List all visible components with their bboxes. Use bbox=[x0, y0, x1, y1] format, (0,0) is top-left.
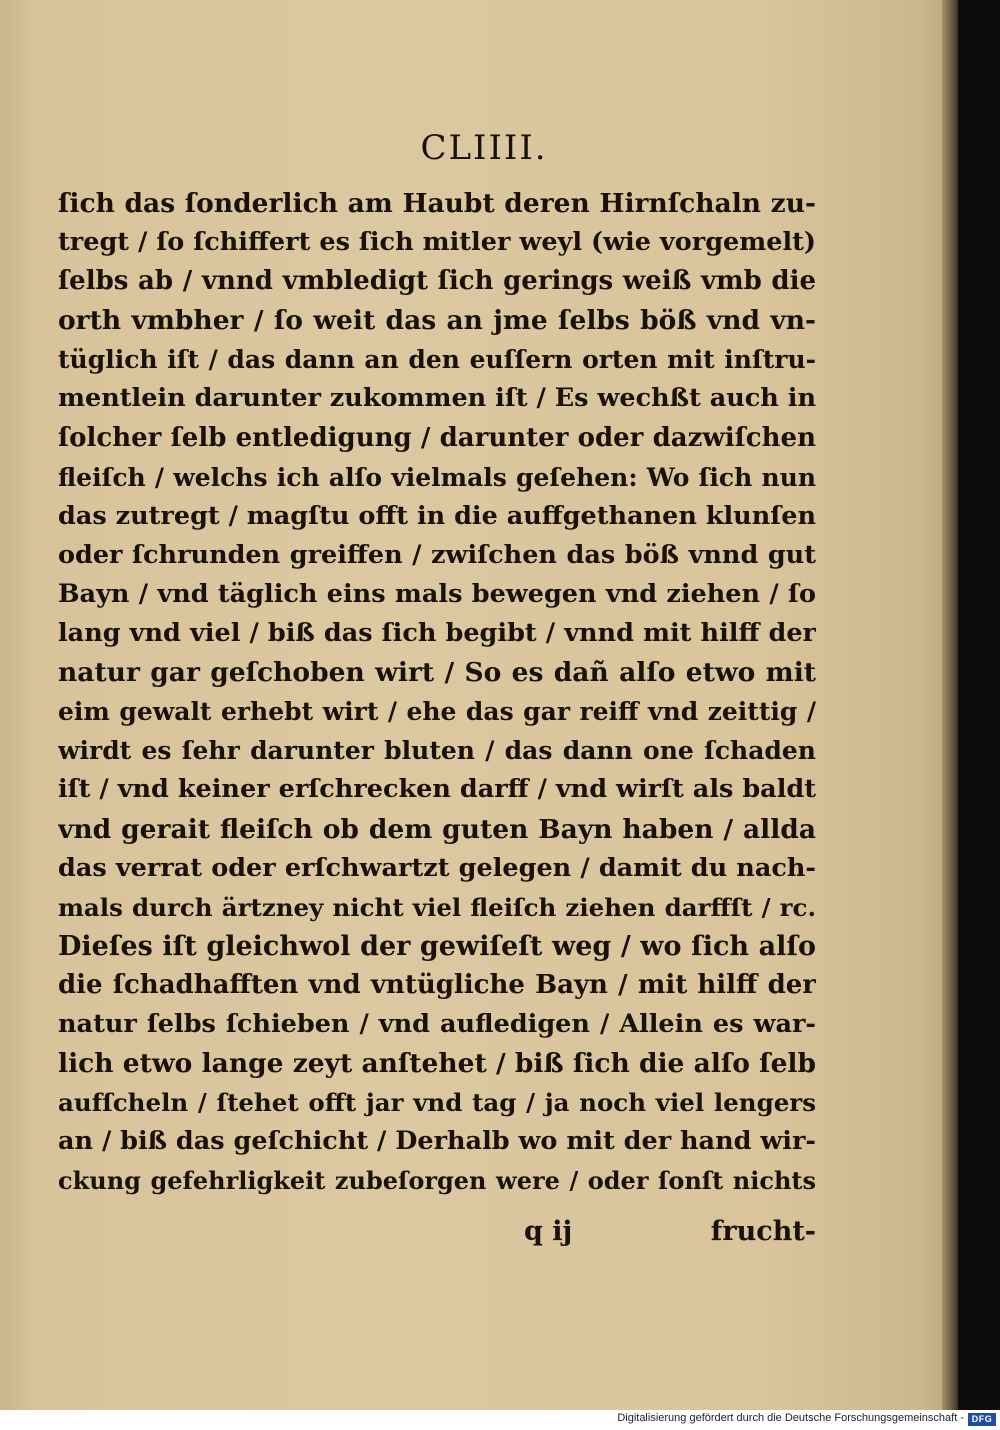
text-line: oder ſchrunden greiffen / zwiſchen das böß vnnd gut bbox=[58, 539, 816, 570]
body-text bbox=[58, 184, 816, 1200]
text-line: mals durch ärtzney nicht viel fleiſch ziehen darffſt / rc. bbox=[58, 892, 816, 922]
page-edge-shadow bbox=[942, 0, 958, 1410]
text-line: fleiſch / welchs ich alſo vielmals geſehen: Wo ſich nun bbox=[58, 462, 816, 492]
text-line: natur gar geſchoben wirt / So es dañ alſo etwo mit bbox=[58, 657, 816, 689]
text-line: tüglich iſt / das dann an den euſſern orten mit inſtru- bbox=[58, 345, 816, 375]
text-line: lang vnd viel / biß das ſich begibt / vnnd mit hilff der bbox=[58, 618, 816, 649]
text-line: ſolcher ſelb entledigung / darunter oder dazwiſchen bbox=[58, 422, 816, 453]
text-line: ſelbs ab / vnnd vmbledigt ſich gerings weiß vmb die bbox=[58, 266, 816, 297]
text-line: Dieſes iſt gleichwol der gewiſeſt weg / wo ſich alſo bbox=[58, 930, 816, 962]
text-line: vnd gerait fleiſch ob dem guten Bayn haben / allda bbox=[58, 813, 816, 845]
text-line: iſt / vnd keiner erſchrecken darff / vnd wirſt als baldt bbox=[58, 774, 816, 805]
text-line: aufſcheln / ſtehet offt jar vnd tag / ja noch viel lengers bbox=[58, 1088, 816, 1118]
text-line: eim gewalt erhebt wirt / ehe das gar reiff vnd zeittig / bbox=[58, 697, 816, 727]
text-line: die ſchadhafften vnd vntügliche Bayn / mit hilff der bbox=[58, 969, 816, 1000]
scan-border bbox=[958, 0, 1000, 1410]
text-line: natur ſelbs ſchieben / vnd aufledigen / Allein es war- bbox=[58, 1008, 816, 1039]
text-line: tregt / ſo ſchiffert es ſich mitler weyl (wie vorgemelt) bbox=[58, 227, 816, 258]
catchword: frucht- bbox=[710, 1216, 816, 1247]
page-folio-number: CLIIII. bbox=[420, 128, 548, 168]
text-line: orth vmbher / ſo weit das an jme ſelbs böß vnd vn- bbox=[58, 305, 816, 337]
text-line: lich etwo lange zeyt anſtehet / biß ſich die alſo ſelb bbox=[58, 1048, 816, 1080]
signature-mark: q ij bbox=[524, 1216, 573, 1247]
text-line: ſich das ſonderlich am Haubt deren Hirnſchaln zu- bbox=[58, 188, 816, 219]
text-line: das zutregt / magſtu offt in die auffgethanen klunſen bbox=[58, 500, 816, 531]
dfg-credit-text: Digitalisierung gefördert durch die Deutsche Forschungsgemeinschaft - bbox=[617, 1412, 964, 1424]
text-line: ckung gefehrligkeit zubeſorgen were / oder ſonſt nichts bbox=[58, 1166, 816, 1196]
text-line: mentlein darunter zukommen iſt / Es wechßt auch in bbox=[58, 383, 816, 414]
text-line: an / biß das geſchicht / Derhalb wo mit der hand wir- bbox=[58, 1126, 816, 1157]
digitization-footer bbox=[0, 1410, 1000, 1430]
page-foot bbox=[524, 1216, 816, 1256]
text-line: Bayn / vnd täglich eins mals bewegen vnd ziehen / ſo bbox=[58, 578, 816, 609]
text-line: das verrat oder erſchwartzt gelegen / damit du nach- bbox=[58, 852, 816, 883]
dfg-logo: DFG bbox=[968, 1413, 996, 1426]
text-line: wirdt es ſehr darunter bluten / das dann one ſchaden bbox=[58, 736, 816, 766]
